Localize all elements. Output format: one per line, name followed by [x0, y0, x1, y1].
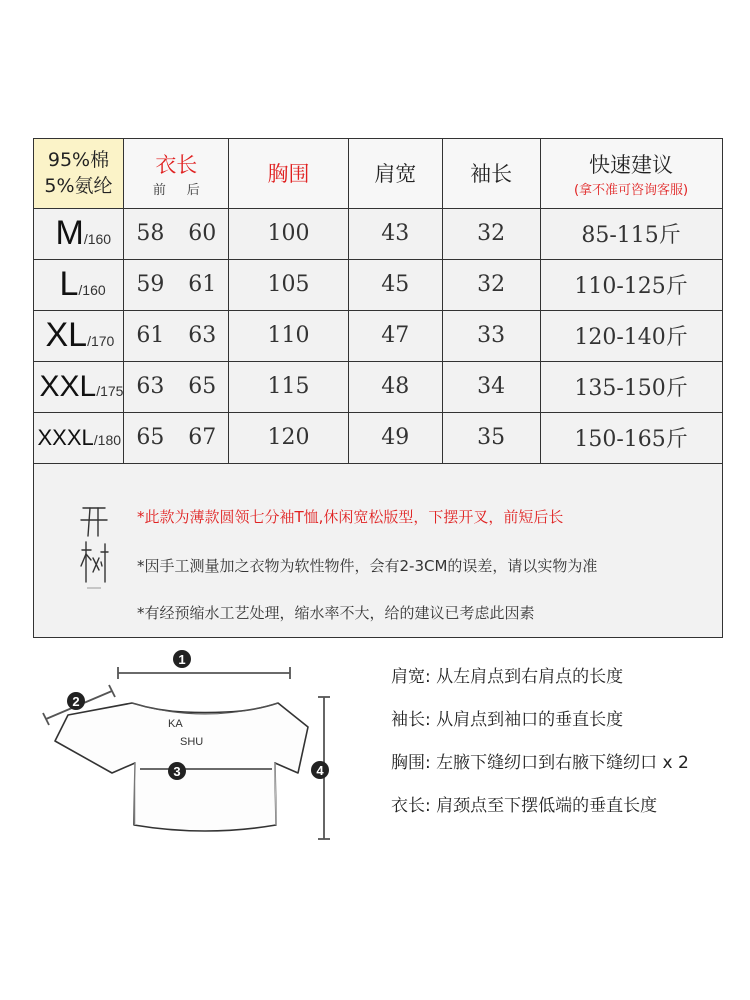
fabric-cell — [33, 138, 124, 208]
weight-cell: 85-115斤 — [540, 208, 722, 259]
advice-header — [540, 138, 722, 208]
table-row — [33, 361, 722, 412]
size-label: XXL — [39, 369, 97, 403]
legend-term: 胸围: — [391, 753, 431, 773]
chest-cell: 120 — [229, 412, 349, 463]
chest-cell: 100 — [229, 208, 349, 259]
size-cell — [33, 259, 124, 310]
sleeve-cell: 32 — [442, 208, 540, 259]
print-line-1: KA — [168, 718, 183, 730]
sleeve-label: 袖长 — [470, 162, 513, 186]
marker-2 — [67, 692, 85, 710]
size-cell — [33, 361, 124, 412]
legend-desc: 从肩点到袖口的垂直长度 — [436, 710, 624, 730]
header-row — [33, 138, 722, 208]
length-cell — [124, 361, 229, 412]
size-cell — [33, 310, 124, 361]
print-line-2: SHU — [180, 736, 204, 748]
front-length: 61 — [136, 323, 165, 348]
table-row — [33, 208, 722, 259]
back-label: 后 — [186, 182, 200, 198]
chest-cell: 105 — [229, 259, 349, 310]
back-length: 65 — [188, 374, 217, 399]
note-line-3: *有经预缩水工艺处理，缩水率不大，给的建议已考虑此因素 — [137, 604, 535, 622]
legend-desc: 左腋下缝纫口到右腋下缝纫口 x 2 — [436, 753, 689, 773]
sleeve-cell: 34 — [442, 361, 540, 412]
chest-label: 胸围 — [267, 162, 310, 186]
front-label: 前 — [152, 182, 166, 198]
sleeve-cell: 33 — [442, 310, 540, 361]
note-line-2: *因手工测量加之衣物为软性物件，会有2-3CM的误差，请以实物为准 — [137, 557, 598, 575]
sleeve-cell: 35 — [442, 412, 540, 463]
front-length: 58 — [136, 221, 165, 246]
size-height: /170 — [87, 333, 115, 349]
marker-1 — [173, 650, 191, 668]
measurement-diagram — [40, 645, 360, 845]
back-length: 60 — [188, 221, 217, 246]
legend-term: 衣长: — [391, 796, 431, 816]
front-length: 59 — [136, 272, 165, 297]
shoulder-label: 肩宽 — [374, 162, 417, 186]
legend-sleeve — [391, 705, 736, 748]
advice-note: (拿不准可咨询客服) — [573, 182, 689, 198]
sleeve-cell: 32 — [442, 259, 540, 310]
length-cell — [124, 412, 229, 463]
fabric-line-2: 5%氨纶 — [44, 175, 113, 197]
weight-cell: 135-150斤 — [540, 361, 722, 412]
size-height: /160 — [78, 282, 106, 298]
size-height: /175 — [96, 382, 124, 399]
advice-label: 快速建议 — [589, 152, 674, 177]
weight-cell: 150-165斤 — [540, 412, 722, 463]
svg-text:4: 4 — [316, 763, 324, 778]
length-cell — [124, 310, 229, 361]
svg-text:2: 2 — [72, 694, 80, 709]
legend-chest — [391, 748, 736, 791]
front-length: 65 — [136, 425, 165, 450]
brand-logo — [79, 502, 109, 592]
weight-cell: 120-140斤 — [540, 310, 722, 361]
back-length: 63 — [188, 323, 217, 348]
legend-length — [391, 791, 736, 834]
shoulder-header — [348, 138, 442, 208]
marker-3 — [168, 762, 186, 780]
legend-term: 袖长: — [391, 710, 431, 730]
sleeve-header — [442, 138, 540, 208]
measurement-legend — [391, 662, 736, 834]
notes-panel — [33, 462, 723, 638]
shoulder-cell: 48 — [348, 361, 442, 412]
shoulder-cell: 49 — [348, 412, 442, 463]
size-label: XXXL — [37, 424, 94, 450]
chest-cell: 115 — [229, 361, 349, 412]
shoulder-cell: 47 — [348, 310, 442, 361]
legend-desc: 从左肩点到右肩点的长度 — [436, 667, 624, 687]
shirt-diagram — [40, 645, 360, 845]
size-label: XL — [45, 316, 88, 354]
size-height: /160 — [83, 231, 112, 247]
legend-term: 肩宽: — [391, 667, 431, 687]
note-line-1: *此款为薄款圆领七分袖T恤,休闲宽松版型，下摆开叉，前短后长 — [137, 508, 564, 526]
shoulder-cell: 45 — [348, 259, 442, 310]
back-length: 61 — [188, 272, 217, 297]
legend-desc: 肩颈点至下摆低端的垂直长度 — [436, 796, 658, 816]
size-table — [33, 138, 723, 464]
svg-text:1: 1 — [178, 652, 186, 667]
chest-header — [229, 138, 349, 208]
size-cell — [33, 208, 124, 259]
length-label: 衣长 — [155, 152, 198, 177]
marker-4 — [311, 761, 329, 779]
table-row — [33, 412, 722, 463]
size-label: L — [59, 265, 79, 303]
table-row — [33, 259, 722, 310]
size-cell — [33, 412, 124, 463]
fabric-line-1: 95%棉 — [47, 149, 110, 171]
length-cell — [124, 259, 229, 310]
legend-shoulder — [391, 662, 736, 705]
shoulder-cell: 43 — [348, 208, 442, 259]
chest-cell: 110 — [229, 310, 349, 361]
front-length: 63 — [136, 374, 165, 399]
back-length: 67 — [188, 425, 217, 450]
brand-logo-mark — [79, 502, 109, 592]
length-header — [124, 138, 229, 208]
table-row — [33, 310, 722, 361]
size-height: /180 — [93, 431, 122, 448]
weight-cell: 110-125斤 — [540, 259, 722, 310]
svg-text:3: 3 — [173, 764, 181, 779]
size-label: M — [55, 214, 84, 252]
length-cell — [124, 208, 229, 259]
